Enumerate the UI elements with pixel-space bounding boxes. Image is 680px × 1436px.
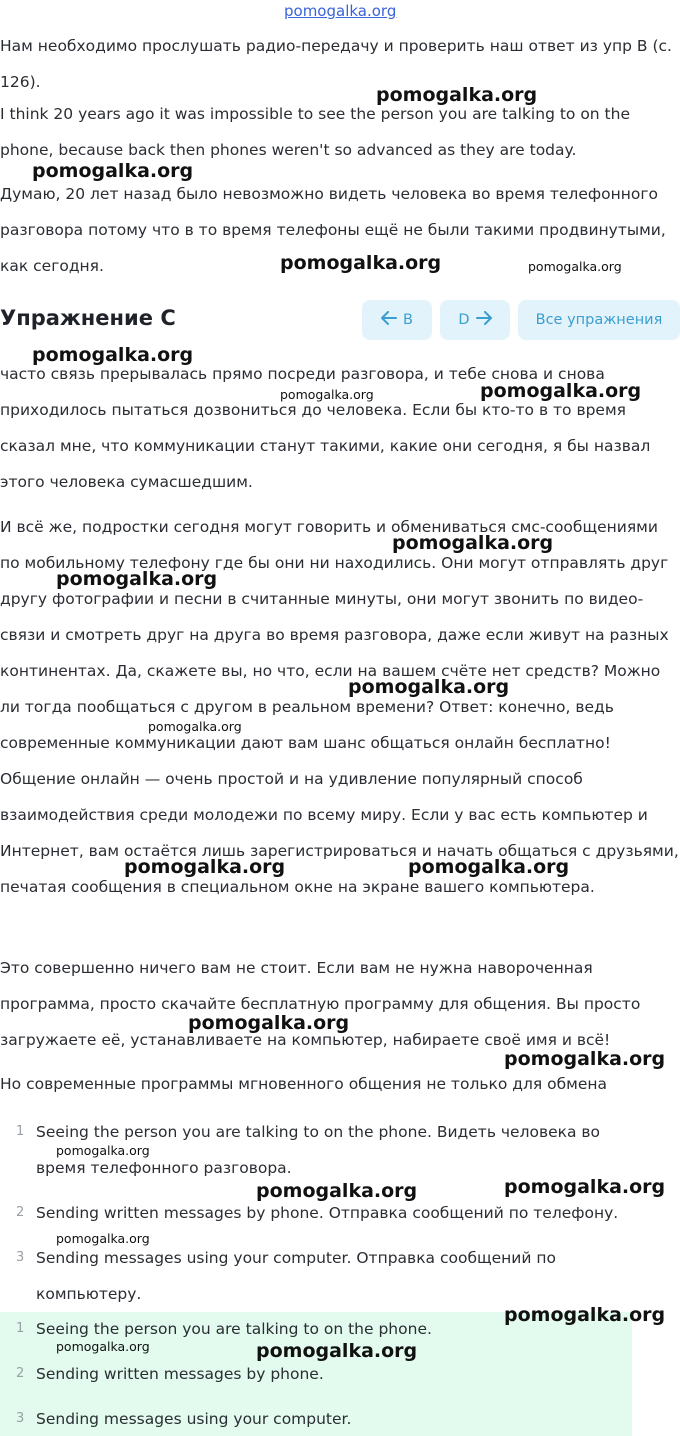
- all-exercises-button[interactable]: [518, 300, 680, 340]
- body-paragraph-4: Но современные программы мгновенного общения не только для обмена: [0, 1075, 608, 1093]
- watermark: pomogalka.org: [256, 1340, 418, 1362]
- answer-item-number: 1: [16, 1321, 25, 1336]
- all-exercises-label: Все упражнения: [535, 312, 663, 328]
- prev-exercise-button[interactable]: [362, 300, 432, 340]
- watermark: pomogalka.org: [256, 1180, 418, 1202]
- watermark: pomogalka.org: [408, 856, 570, 878]
- watermark: pomogalka.org: [528, 259, 622, 274]
- watermark: pomogalka.org: [480, 380, 642, 402]
- exercise-title: Упражнение C: [0, 306, 176, 330]
- watermark: pomogalka.org: [56, 568, 218, 590]
- answer-item-text: Sending messages using your computer.: [36, 1410, 352, 1428]
- answer-item-number: 2: [16, 1366, 25, 1381]
- watermark: pomogalka.org: [280, 252, 442, 274]
- watermark: pomogalka.org: [188, 1012, 350, 1034]
- intro-paragraph-1: Нам необходимо прослушать радио-передачу и проверить наш ответ из упр B (с. 126).: [0, 37, 672, 91]
- list-item-number: 1: [16, 1124, 25, 1139]
- watermark: pomogalka.org: [56, 1231, 150, 1246]
- next-exercise-button[interactable]: [440, 300, 510, 340]
- body-paragraph-2: И всё же, подростки сегодня могут говорить и обмениваться смс-сообщениями по мобильному телефону где бы они ни находились. Они могут отправлять друг другу фотографии и песни в считанные минуты, они могут звонить по видео-связи и смотреть друг на друга во время разговора, даже если живут на разных континентах. Да, скажете вы, но что, если на вашем счёте нет средств? Можно ли тогда пообщаться с другом в реальном времени? Ответ: конечно, ведь современные коммуникации дают вам шанс общаться онлайн бесплатно! Общение онлайн — очень простой и на удивление популярный способ взаимодействия среди молодежи по всему миру. Если у вас есть компьютер и Интернет, вам остаётся лишь зарегистрироваться и начать общаться с друзьями, печатая сообщения в специальном окне на экране вашего компьютера.: [0, 518, 679, 896]
- answer-item-text: Seeing the person you are talking to on the phone.: [36, 1320, 432, 1338]
- watermark: pomogalka.org: [280, 387, 374, 402]
- list-item-number: 3: [16, 1250, 25, 1265]
- answer-item-text: Sending written messages by phone.: [36, 1365, 324, 1383]
- watermark: pomogalka.org: [504, 1176, 666, 1198]
- answer-item-number: 3: [16, 1411, 25, 1426]
- body-paragraph-3: Это совершенно ничего вам не стоит. Если вам не нужна навороченная программа, просто скачайте бесплатную программу для общения. Вы просто загружаете её, устанавливаете на компьютер, набираете своё имя и всё!: [0, 959, 641, 1049]
- prev-exercise-label: B: [403, 312, 413, 328]
- watermark: pomogalka.org: [348, 676, 510, 698]
- watermark: pomogalka.org: [32, 160, 194, 182]
- watermark: pomogalka.org: [392, 532, 554, 554]
- watermark: pomogalka.org: [504, 1048, 666, 1070]
- watermark: pomogalka.org: [32, 344, 194, 366]
- body-paragraph-1: часто связь прерывалась прямо посреди разговора, и тебе снова и снова приходилось пытаться дозвониться до человека. Если бы кто-то в то время сказал мне, что коммуникации станут такими, какие они сегодня, я бы назвал этого человека сумасшедшим.: [0, 365, 651, 491]
- intro-paragraph-2: I think 20 years ago it was impossible to see the person you are talking to on the phone, because back then phones weren't so advanced as they are today.: [0, 105, 630, 159]
- watermark: pomogalka.org: [376, 84, 538, 106]
- list-item-number: 2: [16, 1205, 25, 1220]
- list-item-text: Sending messages using your computer. Отправка сообщений по компьютеру.: [36, 1249, 556, 1303]
- next-exercise-label: D: [458, 312, 470, 328]
- watermark: pomogalka.org: [124, 856, 286, 878]
- watermark: pomogalka.org: [56, 1339, 150, 1354]
- arrow-left-icon: [381, 311, 397, 329]
- watermark: pomogalka.org: [56, 1143, 150, 1158]
- intro-paragraph-3: Думаю, 20 лет назад было невозможно видеть человека во время телефонного разговора потому что в то время телефоны ещё не были такими продвинутыми, как сегодня.: [0, 185, 666, 275]
- list-item-text: Seeing the person you are talking to on the phone. Видеть человека во время телефонного разговора.: [36, 1123, 601, 1177]
- list-item-text: Sending written messages by phone. Отправка сообщений по телефону.: [36, 1204, 619, 1222]
- site-link[interactable]: pomogalka.org: [284, 2, 397, 20]
- watermark: pomogalka.org: [148, 719, 242, 734]
- arrow-right-icon: [476, 311, 492, 329]
- watermark: pomogalka.org: [504, 1304, 666, 1326]
